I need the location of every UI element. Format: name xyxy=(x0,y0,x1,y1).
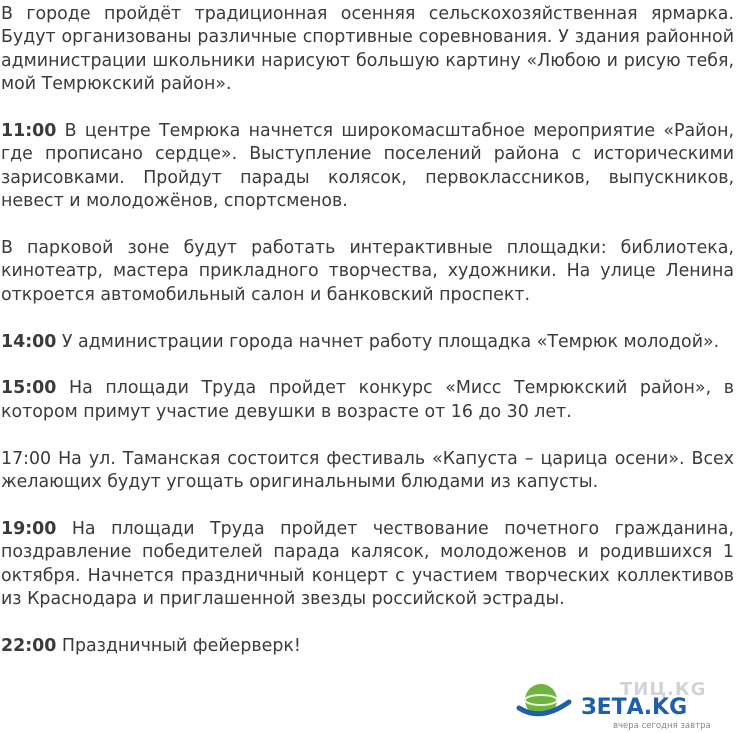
article-body xyxy=(1,3,734,682)
watermark-brand: ЗЕТА.KG xyxy=(581,695,688,720)
paragraph-19-00 xyxy=(1,518,734,612)
time-label: 19:00 xyxy=(1,518,57,539)
paragraph-11-00 xyxy=(1,120,734,214)
time-label: 15:00 xyxy=(1,378,57,399)
paragraph-text: На площади Труда пройдет чествование почетного гражданина, поздравление победителей парада калясок, молодоженов и родившихся 1 октября. Начнется праздничный концерт с участием творческих коллективов из Краснодара и приглашенной звезды российской эстрады. xyxy=(1,518,734,610)
paragraph-fair xyxy=(1,3,734,97)
paragraph-14-00 xyxy=(1,331,734,354)
paragraph-15-00 xyxy=(1,377,734,424)
paragraph-text: 17:00 На ул. Таманская состоится фестиваль «Капуста – царица осени». Всех желающих будут угощать оригинальными блюдами из капусты. xyxy=(1,448,734,493)
paragraph-text: В центре Темрюка начнется широкомасштабное мероприятие «Район, где прописано сердце». Выступление поселений района с историческими зарисовками. Пройдут парады колясок, первоклассников, выпускников, невест и молодожёнов, спортсменов. xyxy=(1,121,734,212)
paragraph-text: В городе пройдёт традиционная осенняя сельскохозяйственная ярмарка. Будут организованы различные спортивные соревнования. У здания районной администрации школьники нарисуют большую картину «Любою и рисую тебя, мой Темрюкский район». xyxy=(1,4,734,95)
watermark-faint-text: ТИЦ.КG xyxy=(620,679,707,700)
site-watermark xyxy=(515,678,736,733)
paragraph-park-zone xyxy=(1,237,734,307)
paragraph-22-00 xyxy=(1,635,734,658)
watermark-tagline: вчера сегодня завтра xyxy=(613,721,711,731)
time-label: 11:00 xyxy=(1,121,57,142)
paragraph-text: В парковой зоне будут работать интерактивные площадки: библиотека, кинотеатр, мастера прикладного творчества, художники. На улице Ленина откроется автомобильный салон и банковский проспект. xyxy=(1,238,734,305)
paragraph-text: На площади Труда пройдет конкурс «Мисс Темрюкский район», в котором примут участие девушки в возрасте от 16 до 30 лет. xyxy=(1,378,734,422)
paragraph-text: У администрации города начнет работу площадка «Темрюк молодой». xyxy=(56,331,720,352)
time-label: 22:00 xyxy=(1,635,57,656)
paragraph-17-00 xyxy=(1,448,734,495)
paragraph-text: Праздничный фейерверк! xyxy=(56,635,301,656)
time-label: 14:00 xyxy=(1,331,57,352)
